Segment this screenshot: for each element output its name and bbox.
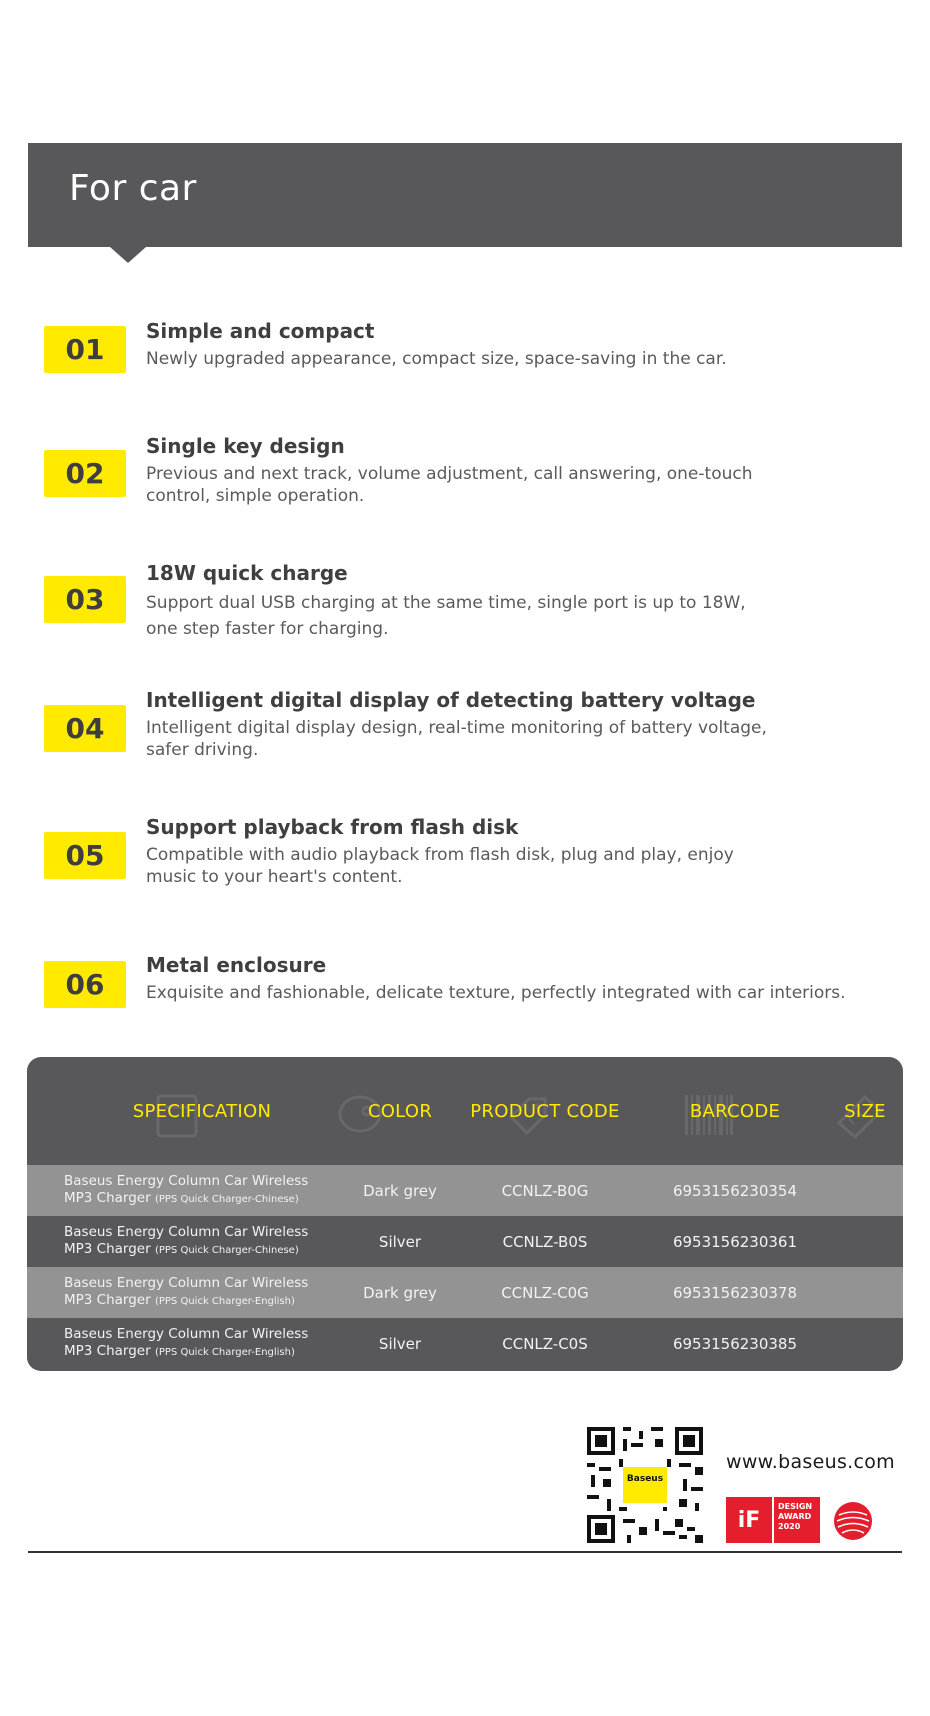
feature-description: Support dual USB charging at the same time, single port is up to 18W, one step faster for charging. [146,593,746,639]
column-header-size: SIZE [844,1100,886,1122]
cell-barcode: 6953156230378 [672,1283,798,1302]
banner-pointer [110,247,146,263]
feature-description: Intelligent digital display design, real-time monitoring of battery voltage, safer driving. [146,718,767,760]
feature-number-badge: 04 [44,705,126,752]
cell-barcode: 6953156230361 [672,1232,798,1251]
page-title: For car [69,168,197,209]
cell-specification [27,1318,327,1369]
cell-product-code: CCNLZ-B0S [502,1232,588,1251]
if-design-award-logo [726,1497,820,1543]
feature-number-badge: 03 [44,576,126,623]
spec-line-2: MP3 Charger [64,1190,151,1206]
spec-subtitle: (PPS Quick Charger-Chinese) [154,1245,299,1256]
feature-description: Newly upgraded appearance, compact size, space-saving in the car. [146,349,727,369]
award-line: 2020 [778,1522,801,1531]
table-row [27,1267,903,1318]
spec-subtitle: (PPS Quick Charger-English) [154,1296,295,1307]
feature-title: Simple and compact [146,319,375,343]
feature-number-badge: 05 [44,832,126,879]
cell-barcode: 6953156230354 [672,1181,798,1200]
spec-line-1: Baseus Energy Column Car Wireless [64,1275,309,1291]
feature-title: Single key design [146,434,345,458]
cell-color: Silver [378,1232,422,1251]
feature-number-badge: 01 [44,326,126,373]
feature-number-badge: 02 [44,450,126,497]
red-dot-award-icon [833,1501,873,1541]
cell-specification [27,1165,327,1216]
award-text [778,1502,812,1532]
cell-specification [27,1267,327,1318]
header-banner [28,143,902,247]
cell-barcode: 6953156230385 [672,1334,798,1353]
feature-description: Exquisite and fashionable, delicate texture, perfectly integrated with car interiors. [146,983,846,1003]
feature-title: Intelligent digital display of detecting battery voltage [146,688,756,712]
website-link[interactable]: www.baseus.com [726,1451,895,1473]
logo-divider [772,1497,774,1543]
qr-code-icon [587,1427,703,1543]
cell-color: Dark grey [363,1181,437,1200]
cell-color: Dark grey [363,1283,437,1302]
spec-line-1: Baseus Energy Column Car Wireless [64,1224,309,1240]
column-header-specification: SPECIFICATION [132,1100,272,1122]
spec-line-1: Baseus Energy Column Car Wireless [64,1173,309,1189]
feature-description: Compatible with audio playback from flash disk, plug and play, enjoy music to your heart's content. [146,845,734,887]
cell-specification [27,1216,327,1267]
feature-description: Previous and next track, volume adjustment, call answering, one-touch control, simple operation. [146,464,753,506]
spec-line-1: Baseus Energy Column Car Wireless [64,1326,309,1342]
spec-table [27,1057,903,1371]
spec-line-2: MP3 Charger [64,1292,151,1308]
if-label: iF [737,1507,761,1533]
table-row [27,1318,903,1369]
table-row [27,1216,903,1267]
spec-subtitle: (PPS Quick Charger-Chinese) [154,1194,299,1205]
spec-line-2: MP3 Charger [64,1241,151,1257]
table-header [27,1057,903,1165]
cell-product-code: CCNLZ-C0S [502,1334,588,1353]
feature-title: Support playback from flash disk [146,815,519,839]
feature-title: 18W quick charge [146,561,348,585]
table-row [27,1165,903,1216]
feature-number-badge: 06 [44,961,126,1008]
footer-divider [28,1551,902,1553]
cell-color: Silver [378,1334,422,1353]
column-header-barcode: BARCODE [689,1100,781,1122]
qr-logo-text: Baseus [626,1474,664,1484]
award-line: AWARD [778,1512,812,1521]
column-header-product-code: PRODUCT CODE [470,1100,620,1122]
spec-subtitle: (PPS Quick Charger-English) [154,1347,295,1358]
award-line: DESIGN [778,1502,813,1511]
qr-code[interactable] [587,1427,703,1543]
cell-product-code: CCNLZ-B0G [501,1181,589,1200]
cell-product-code: CCNLZ-C0G [501,1283,589,1302]
feature-title: Metal enclosure [146,953,327,977]
column-header-color: COLOR [367,1100,433,1122]
spec-line-2: MP3 Charger [64,1343,151,1359]
